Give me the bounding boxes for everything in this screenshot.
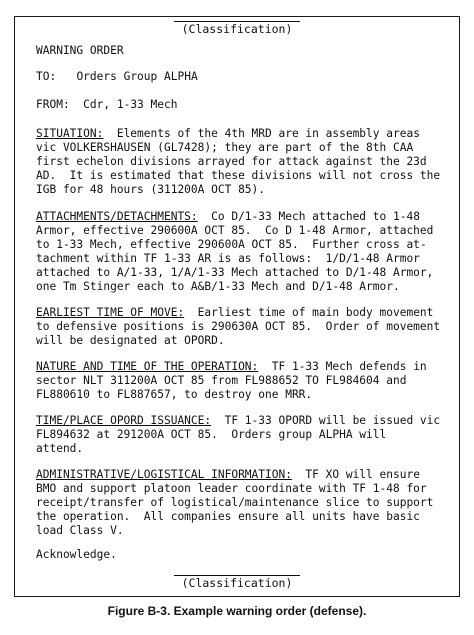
admin-heading: ADMINISTRATIVE/LOGISTICAL INFORMATION: bbox=[36, 468, 292, 481]
classification-bottom: (Classification) bbox=[0, 576, 474, 590]
classification-top: (Classification) bbox=[0, 22, 474, 36]
closing-acknowledge: Acknowledge. bbox=[36, 548, 117, 561]
timeplace-line-1: TIME/PLACE OPORD ISSUANCE: TF 1-33 OPORD will be issued vic bbox=[36, 414, 441, 427]
attachments-line-4: tachment within TF 1-33 AR is as follows: 1/D/1-48 Armor bbox=[36, 252, 420, 265]
situation-line-2: vic VOLKERSHAUSEN (GL7428); they are part of the 8th CAA bbox=[36, 141, 414, 154]
nature-heading: NATURE AND TIME OF THE OPERATION: bbox=[36, 360, 259, 373]
admin-line-3: receipt/transfer of logistical/maintenance slice to support bbox=[36, 496, 434, 509]
nature-line-2: sector NLT 311200A OCT 85 from FL988652 TO FL984604 and bbox=[36, 374, 407, 387]
admin-line-2: BMO and support platoon leader coordinate with TF 1-48 for bbox=[36, 482, 427, 495]
from-line bbox=[36, 98, 177, 111]
situation-heading: SITUATION: bbox=[36, 127, 104, 140]
timeplace-line-3: attend. bbox=[36, 442, 84, 455]
earliest-heading: EARLIEST TIME OF MOVE: bbox=[36, 306, 185, 319]
admin-line-4: the operation. All companies ensure all units have basic bbox=[36, 510, 420, 523]
from-label: FROM: bbox=[36, 98, 70, 111]
timeplace-heading: TIME/PLACE OPORD ISSUANCE: bbox=[36, 414, 212, 427]
earliest-line-1: EARLIEST TIME OF MOVE: Earliest time of main body movement bbox=[36, 306, 434, 319]
nature-line-3: FL880610 to FL887657, to destroy one MRR. bbox=[36, 388, 313, 401]
earliest-line-2: to defensive positions is 290630A OCT 85. Order of movement bbox=[36, 320, 441, 333]
attachments-line-6: one Tm Stinger each to A&B/1-33 Mech and D/1-48 Armor. bbox=[36, 280, 400, 293]
admin-line-5: load Class V. bbox=[36, 524, 124, 537]
figure-caption: Figure B-3. Example warning order (defense). bbox=[107, 604, 367, 618]
situation-line-1: SITUATION: Elements of the 4th MRD are in assembly areas bbox=[36, 127, 420, 140]
timeplace-line-2: FL894632 at 291200A OCT 85. Orders group ALPHA will bbox=[36, 428, 387, 441]
from-value: Cdr, 1-33 Mech bbox=[83, 98, 178, 111]
attachments-heading: ATTACHMENTS/DETACHMENTS: bbox=[36, 210, 198, 223]
attachments-line-5: attached to A/1-33, 1/A/1-33 Mech attached to D/1-48 Armor, bbox=[36, 266, 434, 279]
document-title: WARNING ORDER bbox=[36, 44, 124, 57]
earliest-line-3: will be designated at OPORD. bbox=[36, 334, 225, 347]
attachments-line-1: ATTACHMENTS/DETACHMENTS: Co D/1-33 Mech attached to 1-48 bbox=[36, 210, 420, 223]
to-line bbox=[36, 70, 198, 83]
attachments-line-3: to 1-33 Mech, effective 290600A OCT 85. Further cross at- bbox=[36, 238, 427, 251]
nature-line-1: NATURE AND TIME OF THE OPERATION: TF 1-33 Mech defends in bbox=[36, 360, 427, 373]
situation-line-3: first echelon divisions arrayed for attack against the 23d bbox=[36, 155, 427, 168]
to-label: TO: bbox=[36, 70, 57, 83]
situation-line-5: IGB for 48 hours (311200A OCT 85). bbox=[36, 183, 266, 196]
attachments-line-2: Armor, effective 290600A OCT 85. Co D 1-48 Armor, attached bbox=[36, 224, 434, 237]
situation-line-4: AD. It is estimated that these divisions will not cross the bbox=[36, 169, 441, 182]
admin-line-1: ADMINISTRATIVE/LOGISTICAL INFORMATION: TF XO will ensure bbox=[36, 468, 420, 481]
to-value: Orders Group ALPHA bbox=[76, 70, 198, 83]
